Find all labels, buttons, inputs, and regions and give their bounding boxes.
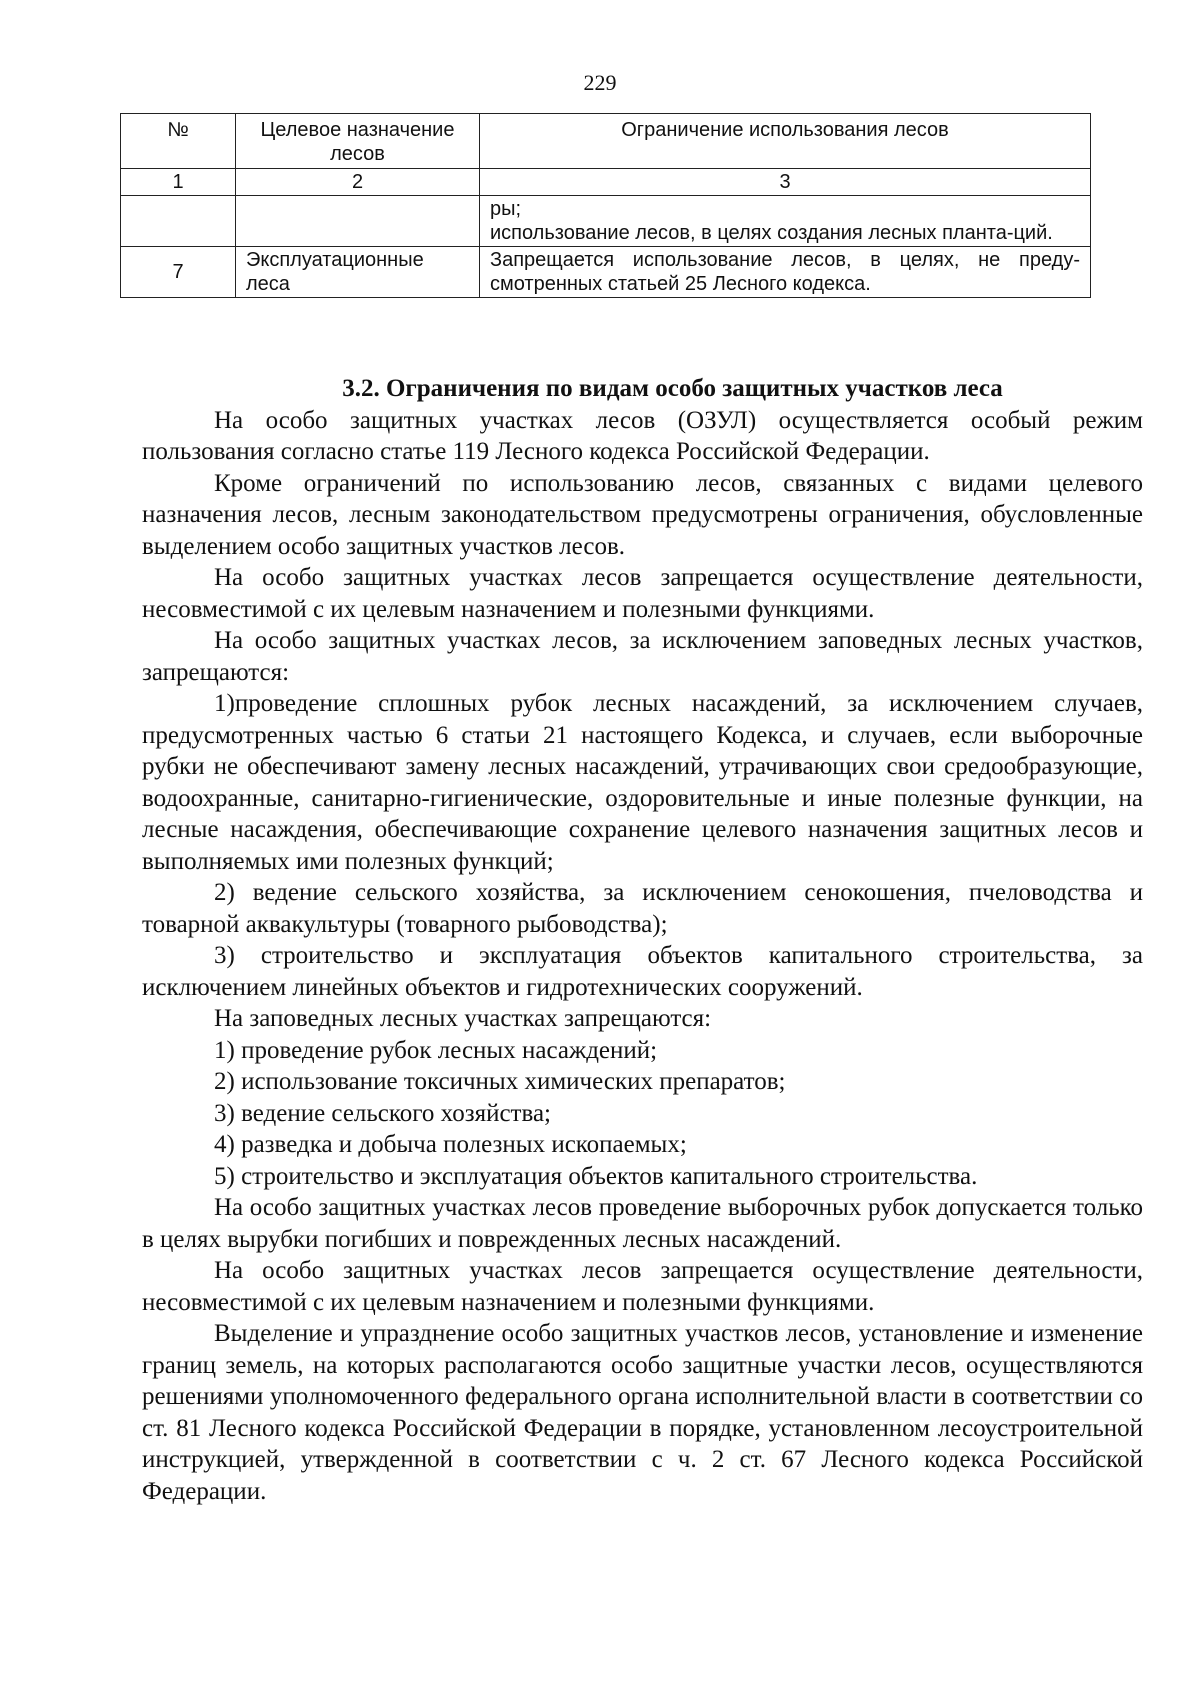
list-item: 1) проведение рубок лесных насаждений; (214, 1036, 658, 1064)
column-number-2: 2 (236, 169, 480, 196)
paragraph: На особо защитных участках лесов, за исключением заповедных лесных участков, запрещаются: (142, 627, 1143, 686)
restriction-line: использование лесов, в целях создания лесных планта-ций. (490, 222, 1053, 244)
forest-use-restrictions-table (120, 113, 1091, 298)
page-number: 229 (583, 70, 617, 95)
table-row (121, 196, 1091, 247)
list-item: 4) разведка и добыча полезных ископаемых; (214, 1131, 687, 1158)
column-number-3: 3 (480, 169, 1091, 196)
paragraph: На заповедных лесных участках запрещаются: (214, 1005, 712, 1032)
row-restriction (480, 196, 1091, 247)
section-heading: 3.2. Ограничения по видам особо защитных участков леса (342, 375, 1003, 402)
table-column-numbers-row (121, 169, 1091, 196)
row-number (121, 196, 236, 247)
paragraph: На особо защитных участках лесов запрещается осуществление деятельности, несовместимой с их целевым назначением и полезными функциями. (142, 564, 1143, 623)
table-header-row (121, 114, 1091, 169)
paragraph: На особо защитных участках лесов (ОЗУЛ) осуществляется особый режим пользования согласно статье 119 Лесного кодекса Российской Федерации. (142, 406, 1143, 465)
column-number-1: 1 (121, 169, 236, 196)
row-purpose: Эксплуатационные леса (236, 247, 480, 298)
header-number: № (121, 114, 236, 169)
section-body (142, 373, 1143, 1507)
list-item: 2) использование токсичных химических препаратов; (214, 1068, 786, 1095)
list-item: 5) строительство и эксплуатация объектов капитального строительства. (214, 1162, 978, 1190)
list-item: 2) ведение сельского хозяйства, за исключением сенокошения, пчеловодства и товарной аквакультуры (товарного рыбоводства); (142, 879, 1143, 938)
paragraph: На особо защитных участках лесов проведение выборочных рубок допускается только в целях вырубки погибших и поврежденных лесных насаждений. (142, 1194, 1143, 1253)
header-restriction: Ограничение использования лесов (480, 114, 1091, 169)
paragraph: Кроме ограничений по использованию лесов, связанных с видами целевого назначения лесов, лесным законодательством предусмотрены ограничения, обусловленные выделением особо защитных участков лесов. (142, 469, 1143, 560)
row-number: 7 (121, 247, 236, 298)
header-purpose: Целевое назначение лесов (236, 114, 480, 169)
list-item: 3) ведение сельского хозяйства; (214, 1099, 551, 1127)
list-item: 3) строительство и эксплуатация объектов капитального строительства, за исключением линейных объектов и гидротехнических сооружений. (142, 942, 1143, 1001)
row-restriction (480, 247, 1091, 298)
row-purpose (236, 196, 480, 247)
paragraph: Выделение и упразднение особо защитных участков лесов, установление и изменение границ земель, на которых располагаются особо защитные участки лесов, осуществляются решениями уполномоченного федерального органа исполнительной власти в соответствии со ст. 81 Лесного кодекса Российской Федерации в порядке, установленном лесоустроительной инструкцией, утвержденной в соответствии с ч. 2 ст. 67 Лесного кодекса Российской Федерации. (142, 1320, 1143, 1505)
restriction-line: Запрещается использование лесов, в целях, не преду-смотренных статьей 25 Лесного кодекса. (490, 249, 1080, 295)
list-item: 1)проведение сплошных рубок лесных насаждений, за исключением случаев, предусмотренных частью 6 статьи 21 настоящего Кодекса, и случаев, если выборочные рубки не обеспечивают замену лесных насаждений, утрачивающих свои средообразующие, водоохранные, санитарно-гигиенические, оздоровительные и иные полезные функции, на лесные насаждения, обеспечивающие сохранение целевого назначения защитных лесов и выполняемых ими полезных функций; (142, 690, 1143, 875)
restriction-line: ры; (490, 198, 522, 220)
table-row (121, 247, 1091, 298)
paragraph: На особо защитных участках лесов запрещается осуществление деятельности, несовместимой с их целевым назначением и полезными функциями. (142, 1257, 1143, 1316)
